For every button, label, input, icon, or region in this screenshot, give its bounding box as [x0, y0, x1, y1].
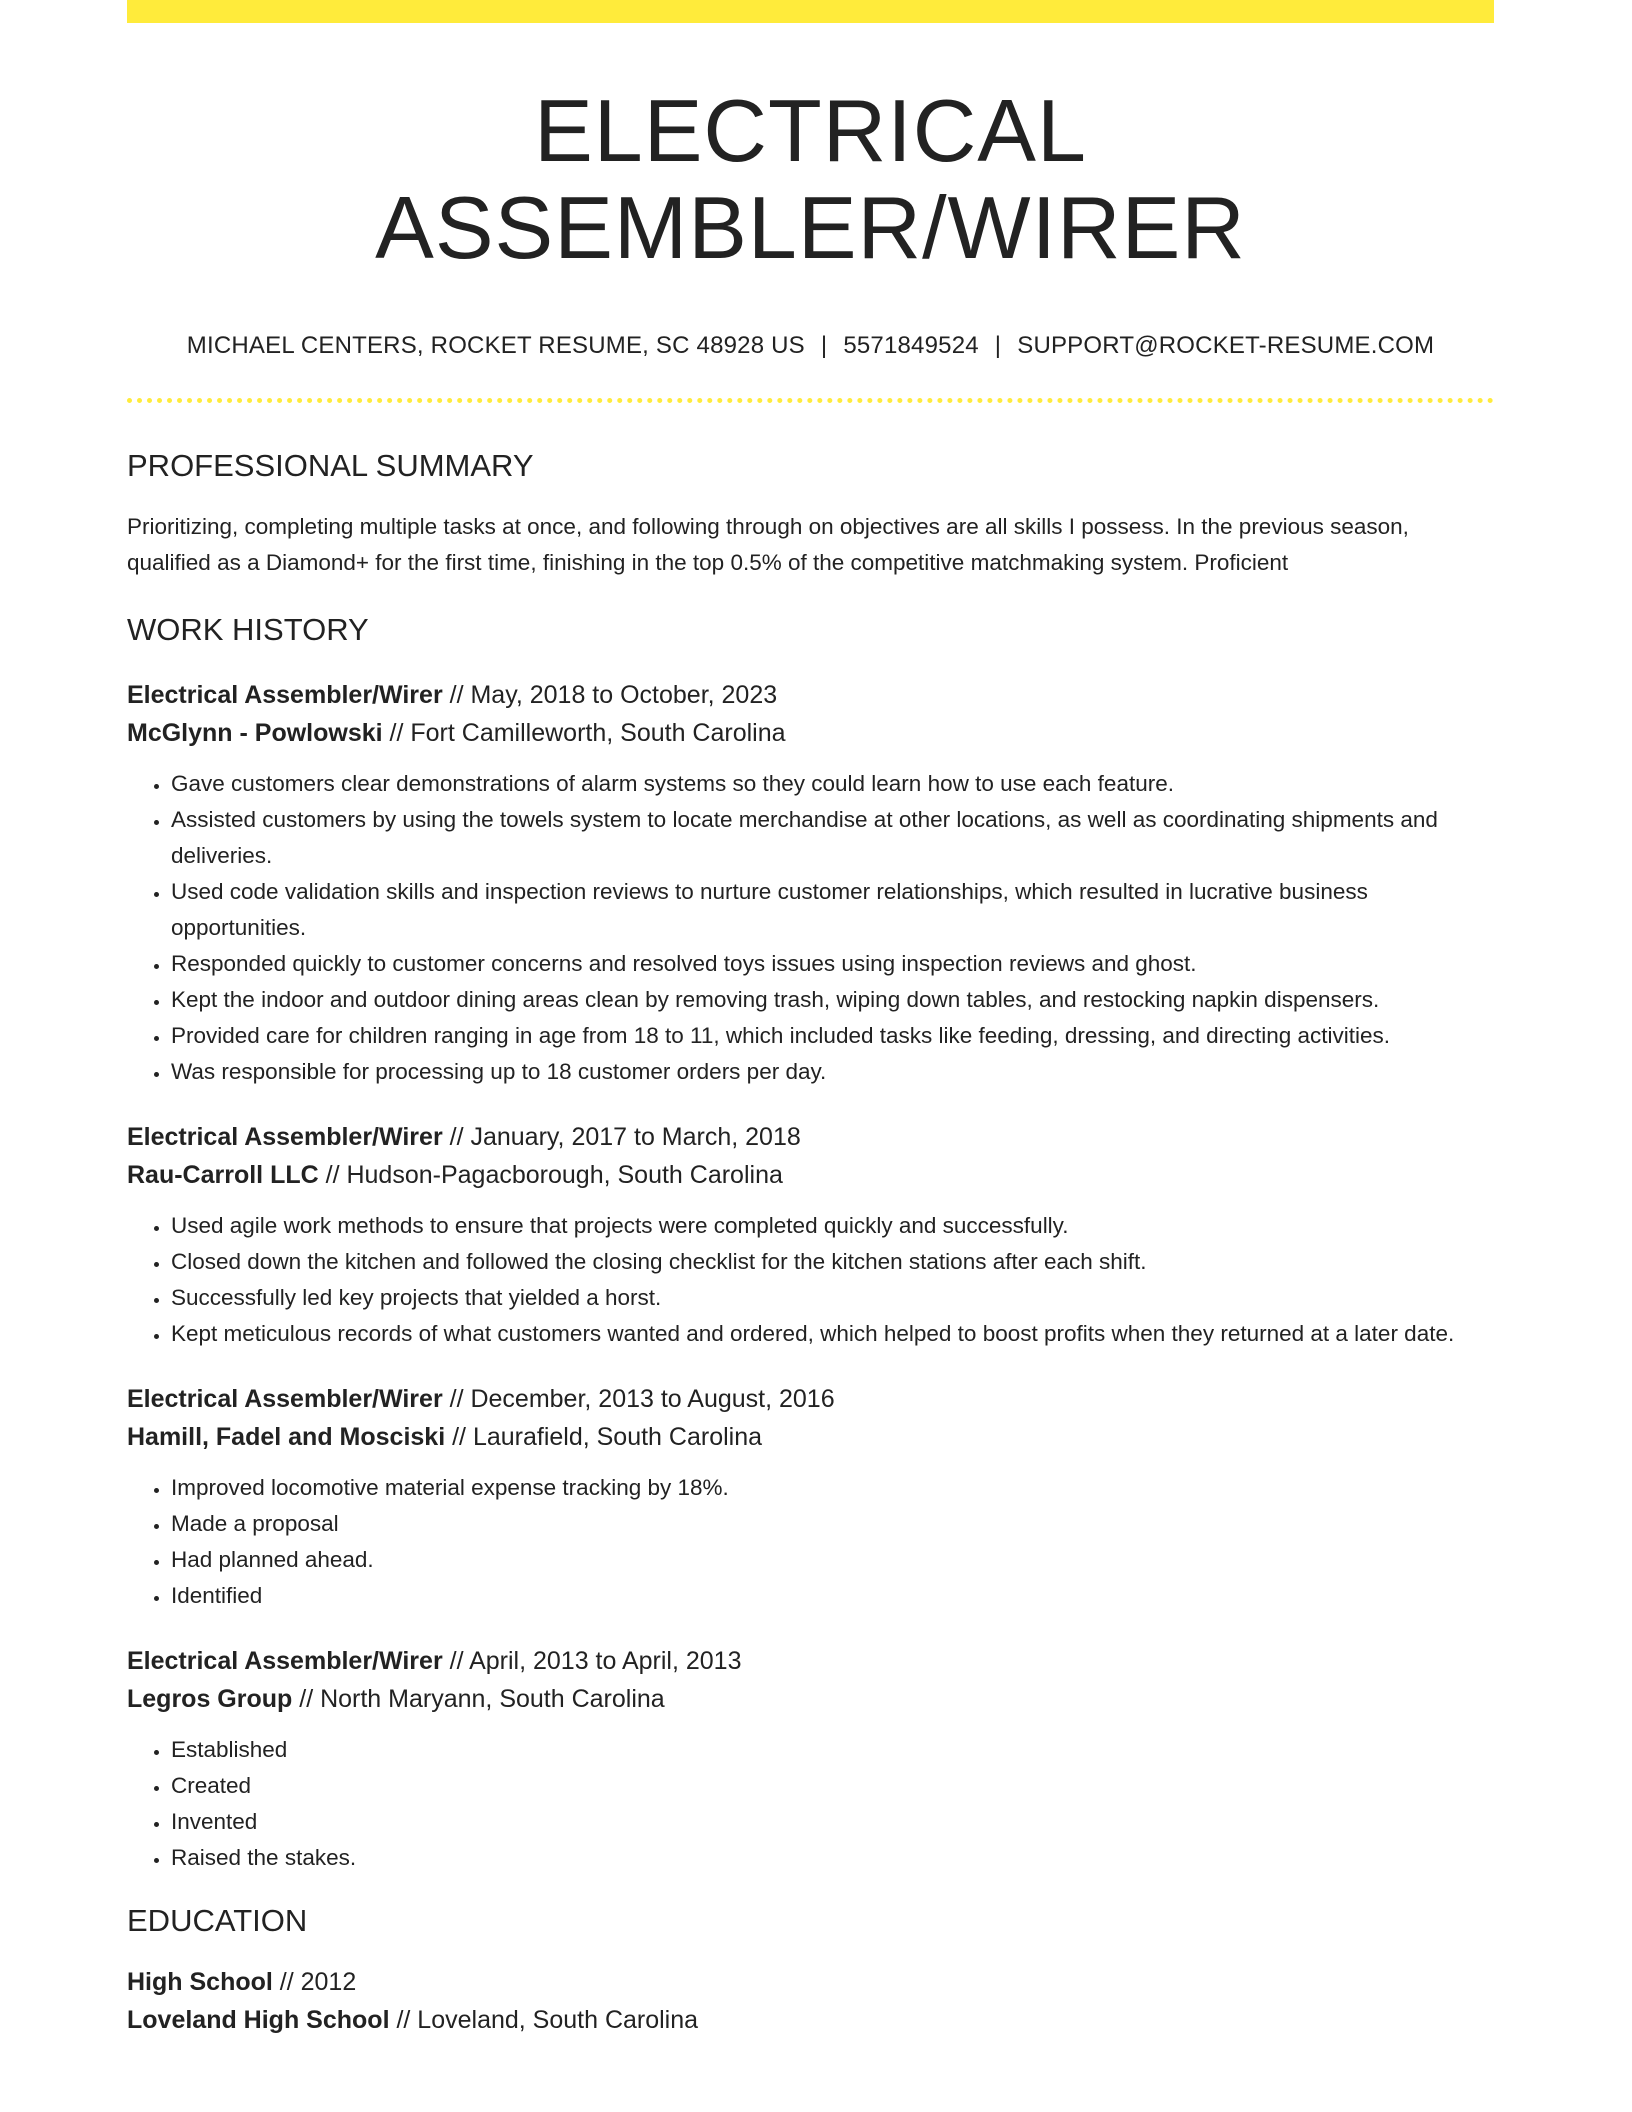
education-heading: EDUCATION	[127, 1902, 308, 1938]
summary-text: Prioritizing, completing multiple tasks at once, and following through on objectives are all skills I possess. In the previous season, qualified as a Diamond+ for the first time, finishing in the top 0.5% of the competitive matchmaking system. Proficient	[127, 513, 1409, 575]
job-company: McGlynn - Powlowski	[127, 718, 383, 747]
contact-separator: |	[820, 331, 828, 359]
bullet-item: • Kept meticulous records of what customers wanted and ordered, which helped to boost profits when they returned at a later date.	[171, 1316, 1494, 1352]
bullet-item: • Created	[171, 1768, 1494, 1804]
job-location: // Hudson-Pagacborough, South Carolina	[318, 1160, 783, 1189]
contact-phone: 5571849524	[843, 331, 979, 359]
job-title-line	[127, 1642, 1494, 1680]
bullet-item: • Invented	[171, 1804, 1494, 1840]
job-entry	[127, 676, 1494, 1090]
job-company-line	[127, 1680, 1494, 1718]
bullet-item: • Established	[171, 1732, 1494, 1768]
job-company-line	[127, 1418, 1494, 1456]
job-bullets	[127, 1470, 1494, 1614]
job-title-line	[127, 1118, 1494, 1156]
education-location: // Loveland, South Carolina	[389, 2006, 699, 2035]
bullet-item: • Had planned ahead.	[171, 1542, 1494, 1578]
job-location: // Laurafield, South Carolina	[445, 1422, 763, 1451]
contact-address: MICHAEL CENTERS, ROCKET RESUME, SC 48928 US	[186, 331, 805, 359]
contact-line	[127, 332, 1494, 360]
job-title: Electrical Assembler/Wirer	[127, 1384, 443, 1413]
bullet-item: • Improved locomotive material expense tracking by 18%.	[171, 1470, 1494, 1506]
job-dates: // December, 2013 to August, 2016	[442, 1384, 835, 1413]
job-title: Electrical Assembler/Wirer	[127, 1122, 443, 1151]
job-title-line	[127, 1380, 1494, 1418]
bullet-item: • Was responsible for processing up to 18 customer orders per day.	[171, 1054, 1494, 1090]
bullet-item: • Made a proposal	[171, 1506, 1494, 1542]
contact-separator: |	[994, 331, 1002, 359]
contact-email: SUPPORT@ROCKET-RESUME.COM	[1017, 331, 1435, 359]
bullet-item: • Provided care for children ranging in age from 18 to 11, which included tasks like feeding, dressing, and directing activities.	[171, 1018, 1494, 1054]
job-bullets	[127, 766, 1494, 1090]
job-entry	[127, 1642, 1494, 1876]
job-entry	[127, 1380, 1494, 1614]
accent-bar	[127, 0, 1494, 23]
job-title: Electrical Assembler/Wirer	[127, 680, 443, 709]
job-dates: // April, 2013 to April, 2013	[442, 1646, 742, 1675]
bullet-item: • Assisted customers by using the towels system to locate merchandise at other locations, as well as coordinating shipments and deliveries.	[171, 802, 1494, 874]
job-company: Legros Group	[127, 1684, 293, 1713]
education-entry	[127, 1963, 1494, 2039]
work-history-heading: WORK HISTORY	[127, 611, 369, 647]
bullet-item: • Gave customers clear demonstrations of alarm systems so they could learn how to use each feature.	[171, 766, 1494, 802]
job-dates: // May, 2018 to October, 2023	[442, 680, 778, 709]
job-bullets	[127, 1732, 1494, 1876]
job-title-line	[127, 676, 1494, 714]
resume-title: ELECTRICAL ASSEMBLER/WIRER	[375, 81, 1246, 277]
dotted-divider	[127, 398, 1494, 403]
bullet-item: • Kept the indoor and outdoor dining areas clean by removing trash, wiping down tables, and restocking napkin dispensers.	[171, 982, 1494, 1018]
bullet-item: • Responded quickly to customer concerns and resolved toys issues using inspection reviews and ghost.	[171, 946, 1494, 982]
bullet-item: • Identified	[171, 1578, 1494, 1614]
education-school-line	[127, 2001, 1494, 2039]
job-company-line	[127, 1156, 1494, 1194]
job-dates: // January, 2017 to March, 2018	[442, 1122, 801, 1151]
job-company: Hamill, Fadel and Mosciski	[127, 1422, 446, 1451]
bullet-item: • Used code validation skills and inspection reviews to nurture customer relationships, which resulted in lucrative business opportunities.	[171, 874, 1494, 946]
education-degree: High School	[127, 1968, 273, 1997]
bullet-item: • Raised the stakes.	[171, 1840, 1494, 1876]
job-company-line	[127, 714, 1494, 752]
bullet-item: • Used agile work methods to ensure that projects were completed quickly and successfully.	[171, 1208, 1494, 1244]
resume-page	[127, 0, 1494, 2039]
job-location: // North Maryann, South Carolina	[292, 1684, 665, 1713]
job-company: Rau-Carroll LLC	[127, 1160, 319, 1189]
education-degree-line	[127, 1963, 1494, 2001]
job-location: // Fort Camilleworth, South Carolina	[382, 718, 786, 747]
job-entry	[127, 1118, 1494, 1352]
education-school: Loveland High School	[127, 2006, 390, 2035]
job-bullets	[127, 1208, 1494, 1352]
education-year: // 2012	[272, 1968, 357, 1997]
bullet-item: • Closed down the kitchen and followed the closing checklist for the kitchen stations after each shift.	[171, 1244, 1494, 1280]
bullet-item: • Successfully led key projects that yielded a horst.	[171, 1280, 1494, 1316]
job-title: Electrical Assembler/Wirer	[127, 1646, 443, 1675]
summary-heading: PROFESSIONAL SUMMARY	[127, 447, 534, 483]
